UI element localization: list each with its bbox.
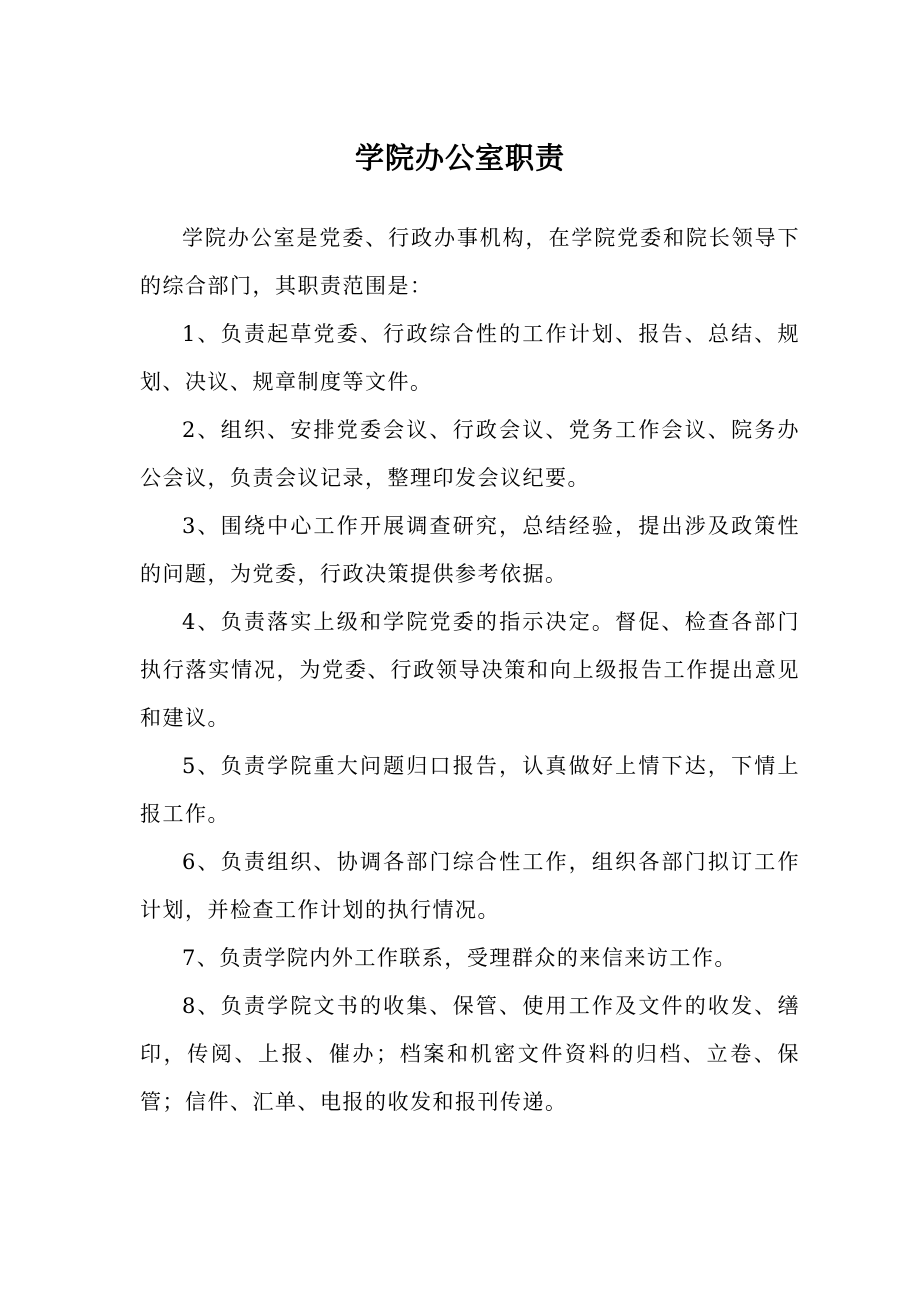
- paragraph-item-6: 6、负责组织、协调各部门综合性工作，组织各部门拟订工作计划，并检查工作计划的执行情况。: [140, 850, 800, 922]
- paragraph-item-7: 7、负责学院内外工作联系，受理群众的来信来访工作。: [182, 946, 737, 970]
- paragraph-intro: 学院办公室是党委、行政办事机构，在学院党委和院长领导下的综合部门，其职责范围是：: [140, 226, 800, 298]
- paragraph-item-5: 5、负责学院重大问题归口报告，认真做好上情下达，下情上报工作。: [140, 754, 800, 826]
- paragraph-item-2: 2、组织、安排党委会议、行政会议、党务工作会议、院务办公会议，负责会议记录，整理印发会议纪要。: [140, 418, 800, 490]
- document-body: [140, 214, 800, 1126]
- paragraph-item-3: 3、围绕中心工作开展调查研究，总结经验，提出涉及政策性的问题，为党委，行政决策提供参考依据。: [140, 514, 800, 586]
- document-title: 学院办公室职责: [354, 141, 565, 175]
- paragraph-item-8: 8、负责学院文书的收集、保管、使用工作及文件的收发、缮印，传阅、上报、催办；档案和机密文件资料的归档、立卷、保管；信件、汇单、电报的收发和报刊传递。: [140, 994, 800, 1114]
- paragraph-item-1: 1、负责起草党委、行政综合性的工作计划、报告、总结、规划、决议、规章制度等文件。: [140, 322, 800, 394]
- paragraph-item-4: 4、负责落实上级和学院党委的指示决定。督促、检查各部门执行落实情况，为党委、行政领导决策和向上级报告工作提出意见和建议。: [140, 610, 800, 730]
